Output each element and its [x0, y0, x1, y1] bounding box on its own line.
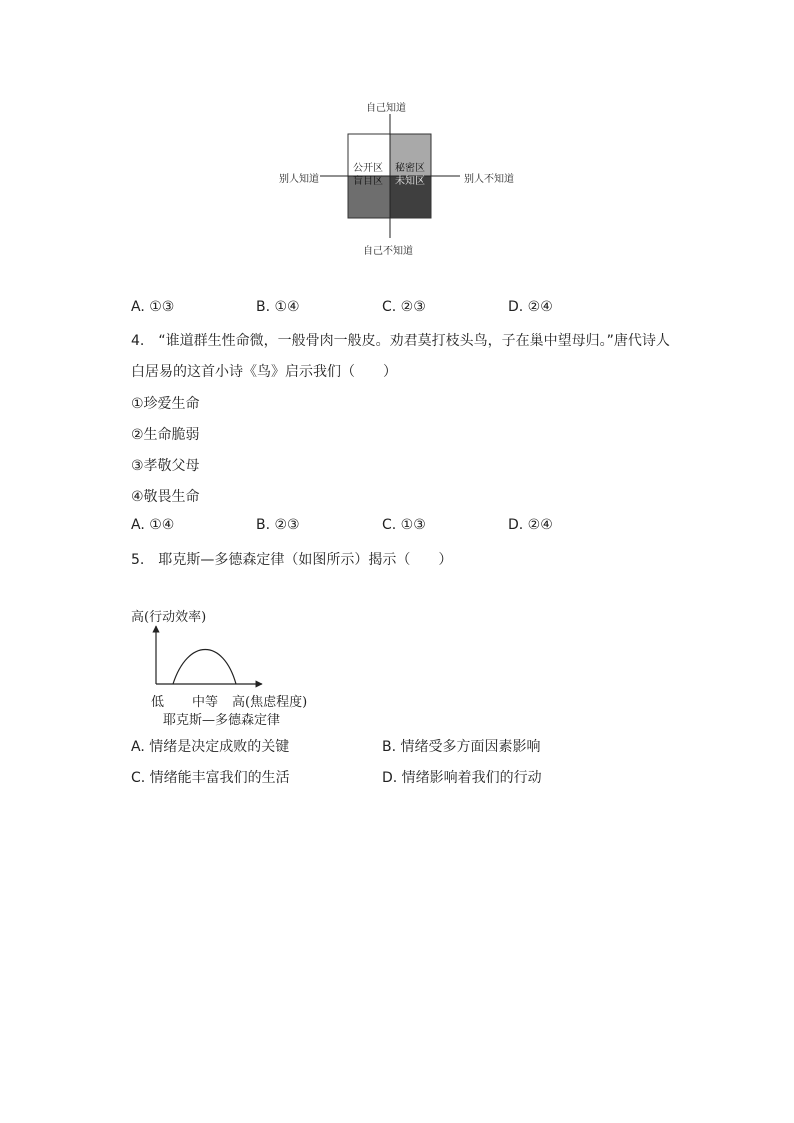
- q4-stem-line2: 白居易的这首小诗《鸟》启示我们（ ）: [131, 364, 397, 380]
- johari-window-graphic: [320, 110, 460, 245]
- q4-option-b[interactable]: B. ②③: [256, 517, 300, 533]
- q3-option-c[interactable]: C. ②③: [382, 299, 426, 315]
- q3-option-a[interactable]: A. ①③: [131, 299, 175, 315]
- label-others-unknown: 别人不知道: [464, 174, 514, 185]
- q5-option-d[interactable]: D. 情绪影响着我们的行动: [382, 770, 542, 786]
- q4-option-d[interactable]: D. ②④: [508, 517, 553, 533]
- chart-curve: [173, 650, 236, 685]
- q4-option-c[interactable]: C. ①③: [382, 517, 426, 533]
- chart-x-mid: 中等: [192, 695, 219, 710]
- q3-option-b[interactable]: B. ①④: [256, 299, 300, 315]
- q5-option-b[interactable]: B. 情绪受多方面因素影响: [382, 739, 541, 755]
- q4-item-1: ①珍爱生命: [131, 396, 200, 412]
- q4-item-4: ④敬畏生命: [131, 489, 200, 505]
- q4-item-3: ③孝敬父母: [131, 458, 200, 474]
- label-self-known: 自己知道: [366, 103, 406, 114]
- yerkes-dodson-curve-graphic: [148, 620, 268, 690]
- quadrant-open-label: 公开区: [353, 163, 383, 174]
- q5-option-a[interactable]: A. 情绪是决定成败的关键: [131, 739, 290, 755]
- q4-stem-line1: 4. “谁道群生性命微，一般骨肉一般皮。劝君莫打枝头鸟，子在巢中望母归。”唐代诗人: [131, 333, 670, 349]
- chart-x-low: 低: [151, 695, 165, 710]
- q3-option-d[interactable]: D. ②④: [508, 299, 553, 315]
- quadrant-secret-label: 秘密区: [395, 163, 425, 174]
- chart-caption: 耶克斯—多德森定律: [163, 713, 281, 728]
- q4-item-2: ②生命脆弱: [131, 427, 200, 443]
- label-self-unknown: 自己不知道: [363, 246, 413, 257]
- q5-stem: 5. 耶克斯—多德森定律（如图所示）揭示（ ）: [131, 552, 453, 568]
- quadrant-blind-label: 盲目区: [353, 176, 383, 187]
- chart-ylabel: 高(行动效率): [131, 610, 207, 625]
- q4-option-a[interactable]: A. ①④: [131, 517, 175, 533]
- quadrant-unknown-label: 未知区: [395, 176, 425, 187]
- chart-x-high: 高(焦虑程度): [232, 695, 308, 710]
- label-others-known: 别人知道: [279, 174, 319, 185]
- q5-option-c[interactable]: C. 情绪能丰富我们的生活: [131, 770, 290, 786]
